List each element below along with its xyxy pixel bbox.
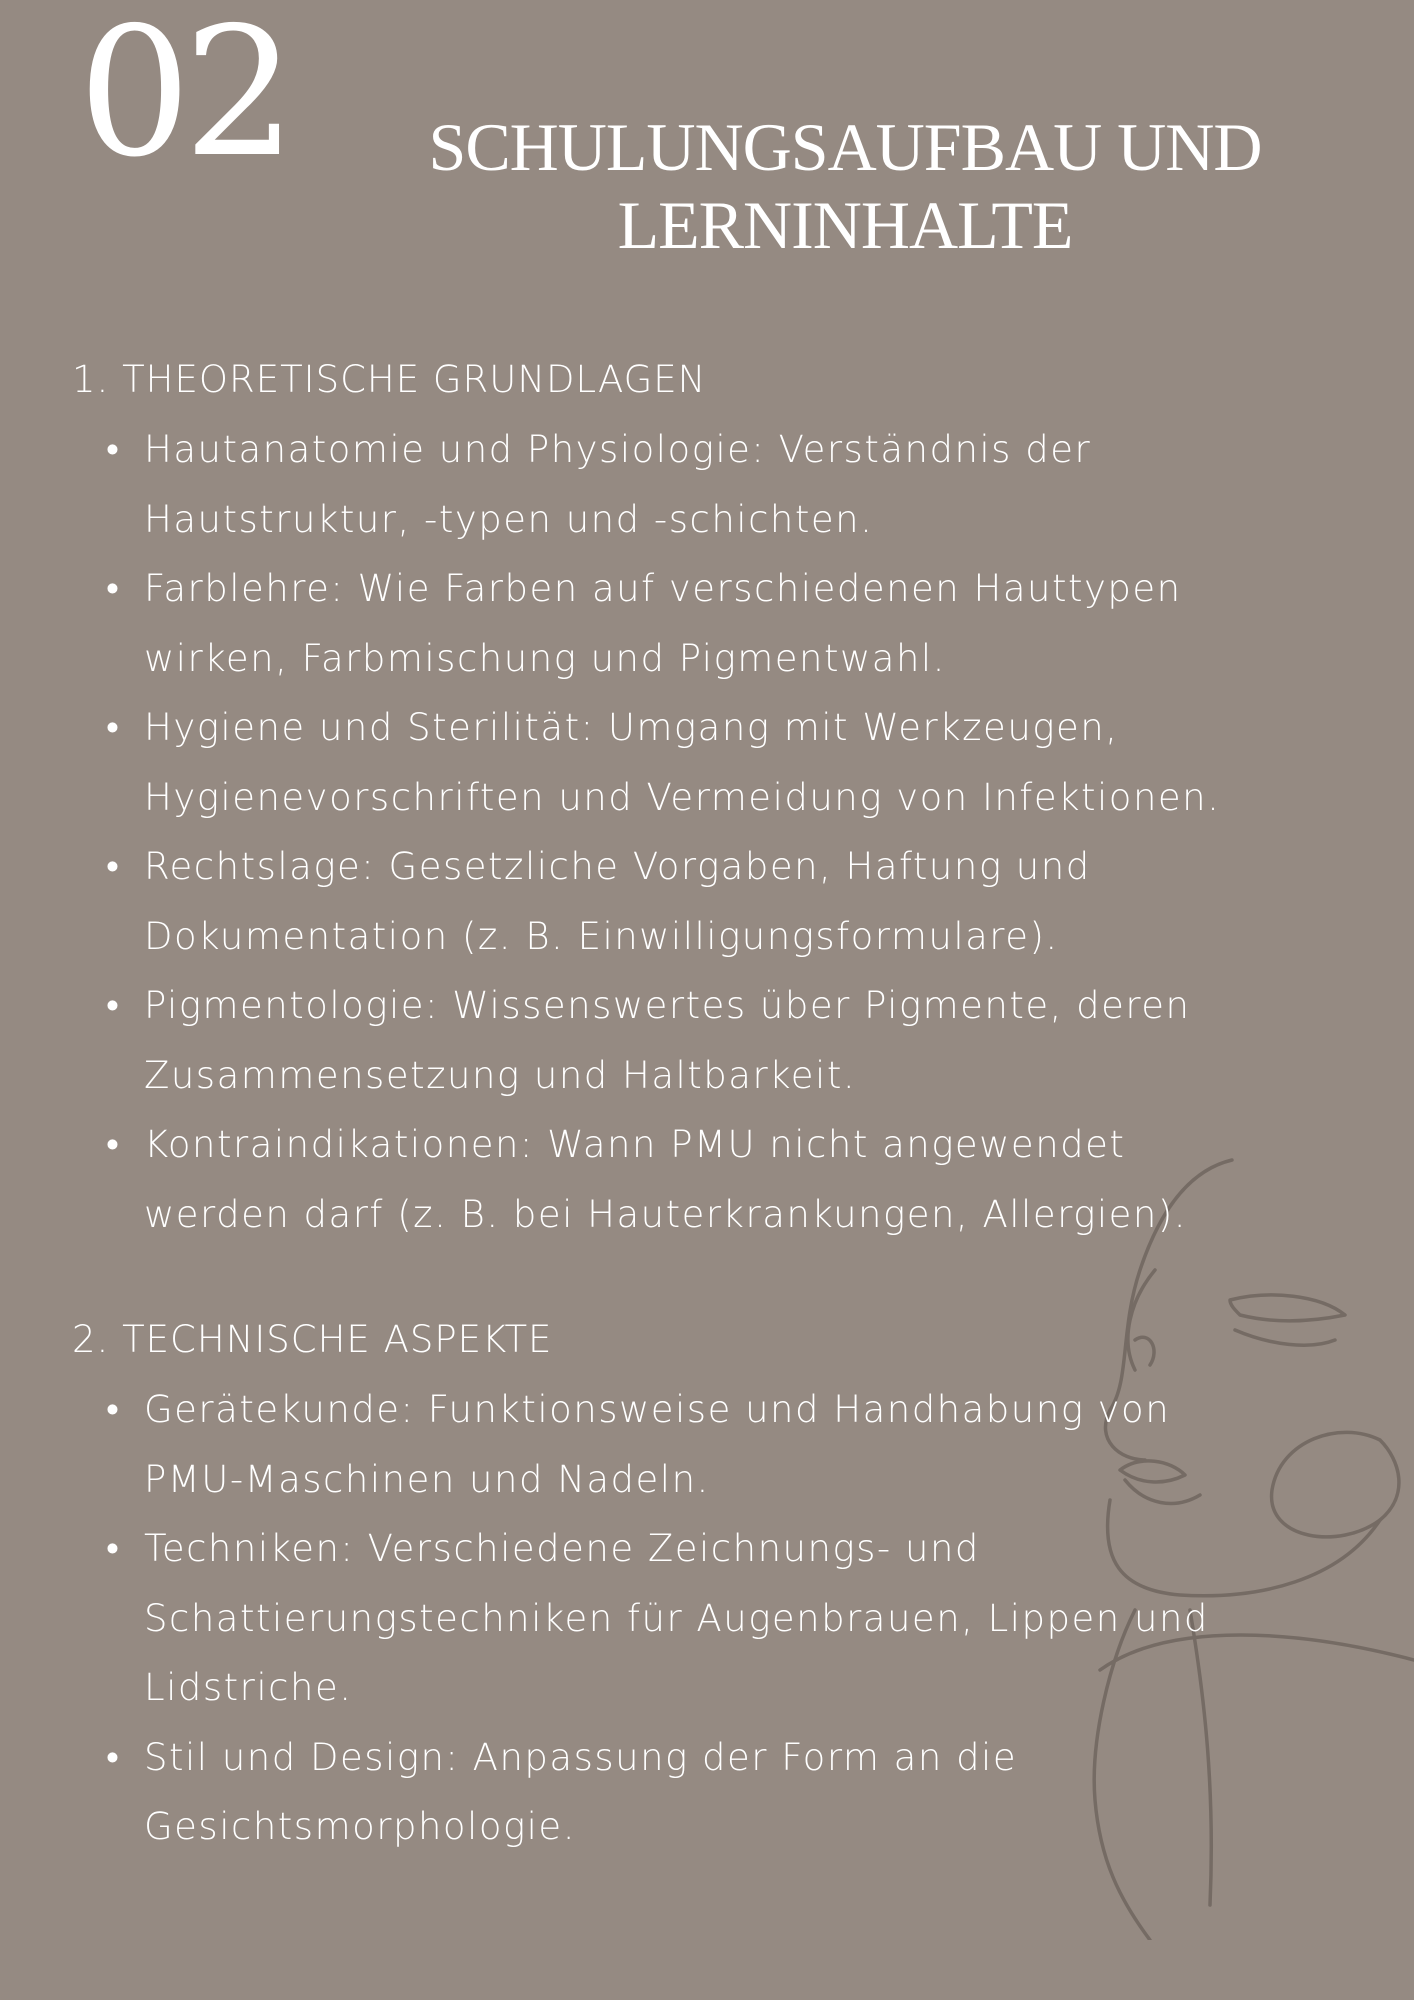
item-line-1: Stil und Design: Anpassung der Form an die [144, 1735, 1018, 1779]
list-item [72, 554, 1322, 693]
bullet-icon: • [106, 706, 121, 749]
section-theoretical-basics [72, 345, 1322, 1249]
item-line-2: Schattierungstechniken für Augenbrauen, Lippen und [144, 1596, 1209, 1640]
list-item [72, 1723, 1322, 1862]
item-line-2: Dokumentation (z. B. Einwilligungsformulare). [144, 914, 1059, 958]
item-line-1: Farblehre: Wie Farben auf verschiedenen Hauttypen [144, 567, 1182, 610]
list-item [72, 1110, 1322, 1249]
bullet-icon: • [106, 567, 121, 610]
item-line-1: Hygiene und Sterilität: Umgang mit Werkzeugen, [144, 706, 1119, 749]
list-item [72, 832, 1322, 971]
title-line-1: SCHULUNGSAUFBAU UND [428, 109, 1262, 185]
item-line-1: Kontraindikationen: Wann PMU nicht angewendet [144, 1123, 1126, 1166]
list-item [72, 1375, 1322, 1514]
page-title [420, 108, 1270, 264]
item-line-2: Hygienevorschriften und Vermeidung von Infektionen. [144, 775, 1221, 819]
list-item [72, 971, 1322, 1110]
title-line-2: LERNINHALTE [617, 187, 1073, 263]
page-number: 02 [78, 0, 289, 196]
bullet-icon: • [106, 428, 121, 471]
list-item [72, 693, 1322, 832]
item-list [72, 415, 1322, 1249]
list-item [72, 1514, 1322, 1723]
section-heading: 1. THEORETISCHE GRUNDLAGEN [72, 358, 707, 401]
item-line-1: Gerätekunde: Funktionsweise und Handhabung von [144, 1388, 1171, 1431]
item-line-2: werden darf (z. B. bei Hauterkrankungen, Allergien). [144, 1192, 1188, 1236]
list-item [72, 415, 1322, 554]
item-line-2: Gesichtsmorphologie. [144, 1805, 576, 1848]
bullet-icon: • [106, 1527, 121, 1570]
section-technical-aspects [72, 1305, 1322, 1862]
item-line-2: wirken, Farbmischung und Pigmentwahl. [144, 636, 946, 680]
bullet-icon: • [106, 984, 121, 1027]
bullet-icon: • [106, 845, 121, 888]
bullet-icon: • [106, 1735, 121, 1779]
item-line-3: Lidstriche. [144, 1666, 353, 1709]
item-line-1: Rechtslage: Gesetzliche Vorgaben, Haftung und [144, 845, 1091, 888]
section-heading: 2. TECHNISCHE ASPEKTE [72, 1318, 553, 1361]
item-line-2: Zusammensetzung und Haltbarkeit. [144, 1053, 857, 1097]
item-list [72, 1375, 1322, 1862]
bullet-icon: • [106, 1388, 121, 1431]
content-body [72, 345, 1322, 1918]
item-line-1: Pigmentologie: Wissenswertes über Pigmente, deren [144, 984, 1191, 1027]
item-line-2: PMU-Maschinen und Nadeln. [144, 1457, 710, 1501]
item-line-1: Techniken: Verschiedene Zeichnungs- und [144, 1527, 980, 1570]
bullet-icon: • [106, 1123, 121, 1166]
item-line-2: Hautstruktur, -typen und -schichten. [144, 497, 874, 541]
item-line-1: Hautanatomie und Physiologie: Verständnis der [144, 428, 1092, 471]
